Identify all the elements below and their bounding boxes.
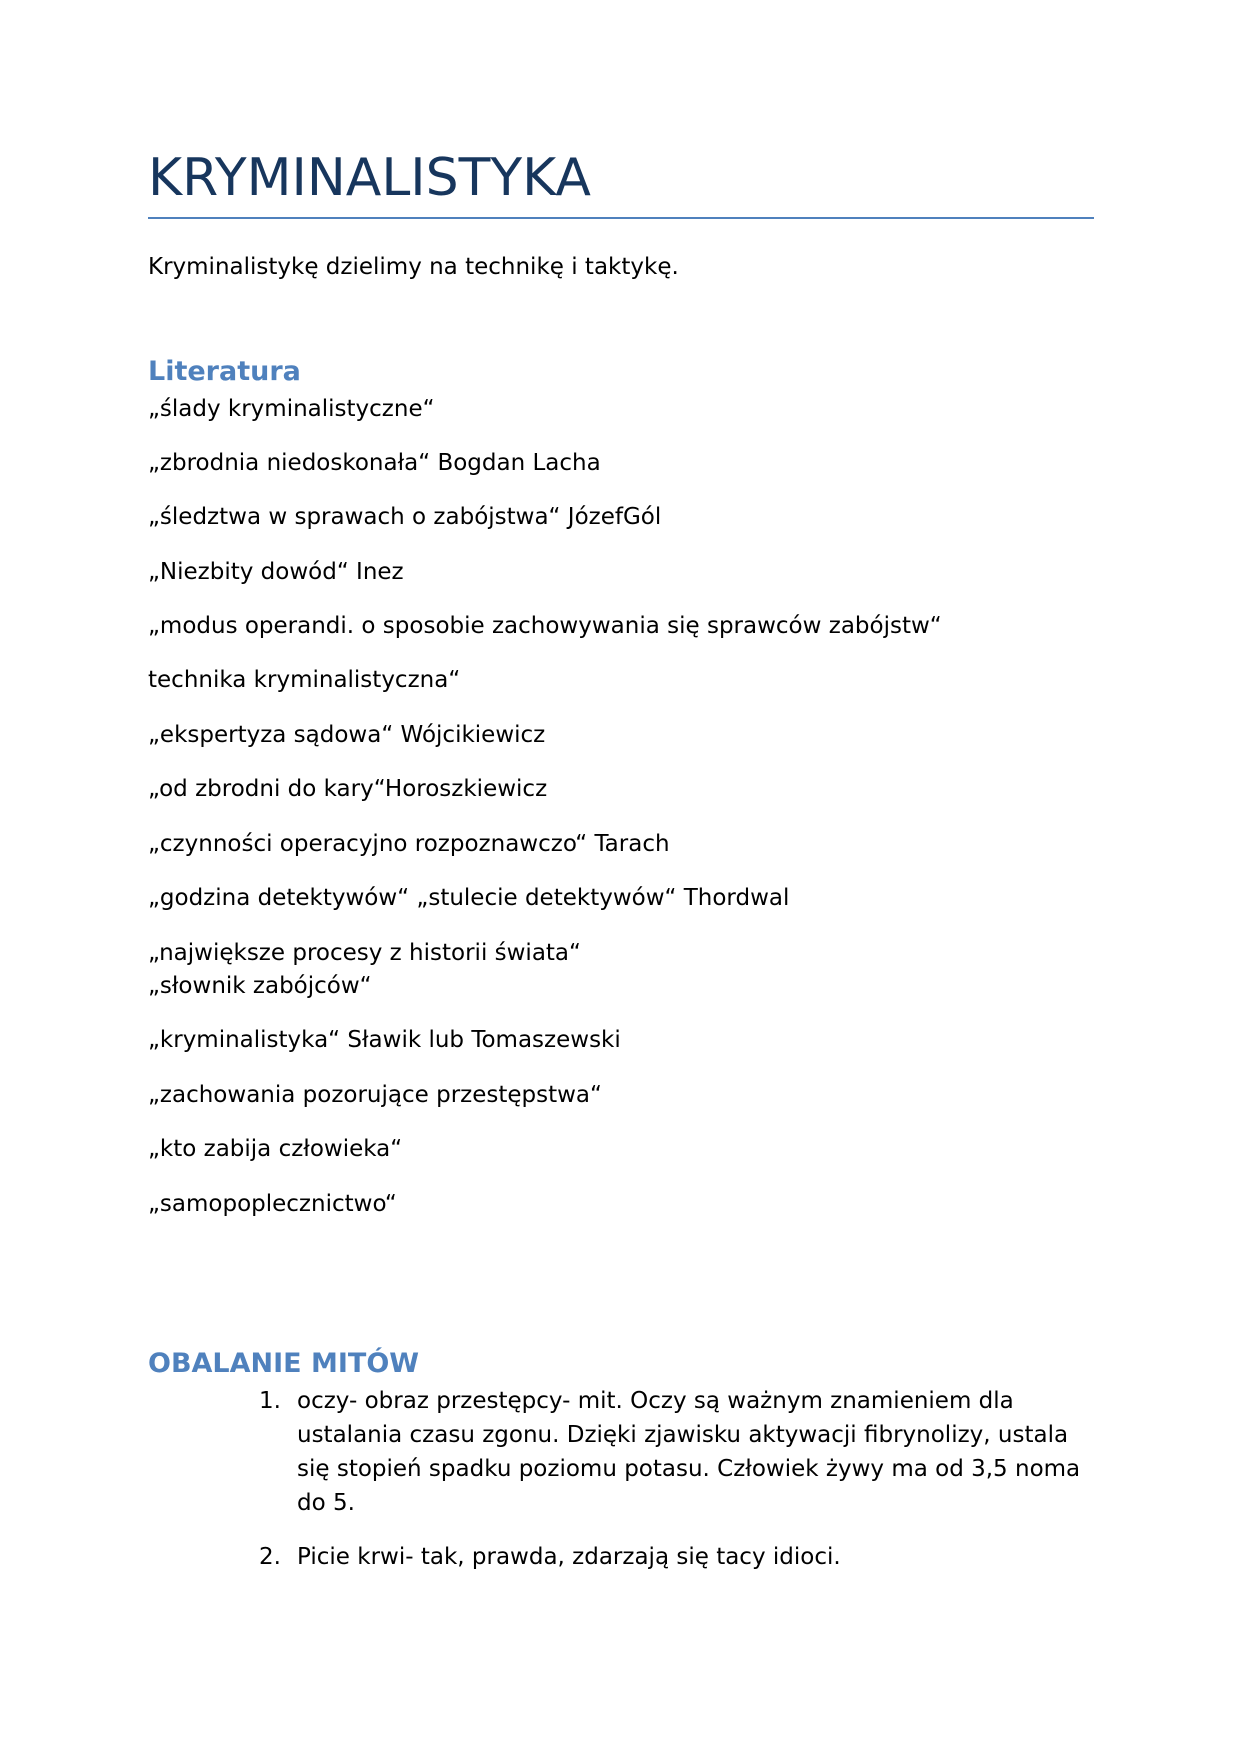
- literature-item: „czynności operacyjno rozpoznawczo“ Tarach: [148, 831, 670, 857]
- myth-text: Picie krwi- tak, prawda, zdarzają się tacy idioci.: [297, 1544, 841, 1570]
- myth-text: oczy- obraz przestępcy- mit. Oczy są ważnym znamieniem dla ustalania czasu zgonu. Dzięki zjawisku aktywacji fibrynolizy, ustala się stopień spadku poziomu potasu. Człowiek żywy ma od 3,5 noma do 5.: [297, 1388, 1081, 1516]
- literature-item: „ekspertyza sądowa“ Wójcikiewicz: [148, 722, 546, 748]
- myth-number: 1.: [259, 1388, 281, 1414]
- intro-paragraph: Kryminalistykę dzielimy na technikę i taktykę.: [148, 254, 679, 280]
- myth-number: 2.: [259, 1544, 281, 1570]
- literature-item: „słownik zabójców“: [148, 973, 372, 999]
- literature-item: „ślady kryminalistyczne“: [148, 396, 435, 422]
- literature-item: „śledztwa w sprawach o zabójstwa“ JózefGól: [148, 504, 662, 530]
- literature-item: „modus operandi. o sposobie zachowywania się sprawców zabójstw“: [148, 613, 942, 639]
- myths-heading: OBALANIE MITÓW: [148, 1348, 420, 1379]
- literature-item: „godzina detektywów“ „stulecie detektywów“ Thordwal: [148, 885, 790, 911]
- literature-item: „od zbrodni do kary“Horoszkiewicz: [148, 776, 548, 802]
- literature-item: „zachowania pozorujące przestępstwa“: [148, 1082, 602, 1108]
- literature-heading: Literatura: [148, 356, 301, 387]
- literature-item: technika kryminalistyczna“: [148, 667, 461, 693]
- myths-list: [148, 1384, 1094, 1594]
- literature-item: „Niezbity dowód“ Inez: [148, 559, 404, 585]
- literature-item: „największe procesy z historii świata“: [148, 940, 581, 966]
- literature-item: „samopoplecznictwo“: [148, 1191, 397, 1217]
- literature-item: „zbrodnia niedoskonała“ Bogdan Lacha: [148, 450, 601, 476]
- page-title: KRYMINALISTYKA: [148, 148, 591, 208]
- myth-item: [148, 1540, 1094, 1574]
- literature-item: „kryminalistyka“ Sławik lub Tomaszewski: [148, 1027, 621, 1053]
- title-underline: [148, 217, 1094, 219]
- myth-item: [148, 1384, 1094, 1520]
- literature-item: „kto zabija człowieka“: [148, 1136, 403, 1162]
